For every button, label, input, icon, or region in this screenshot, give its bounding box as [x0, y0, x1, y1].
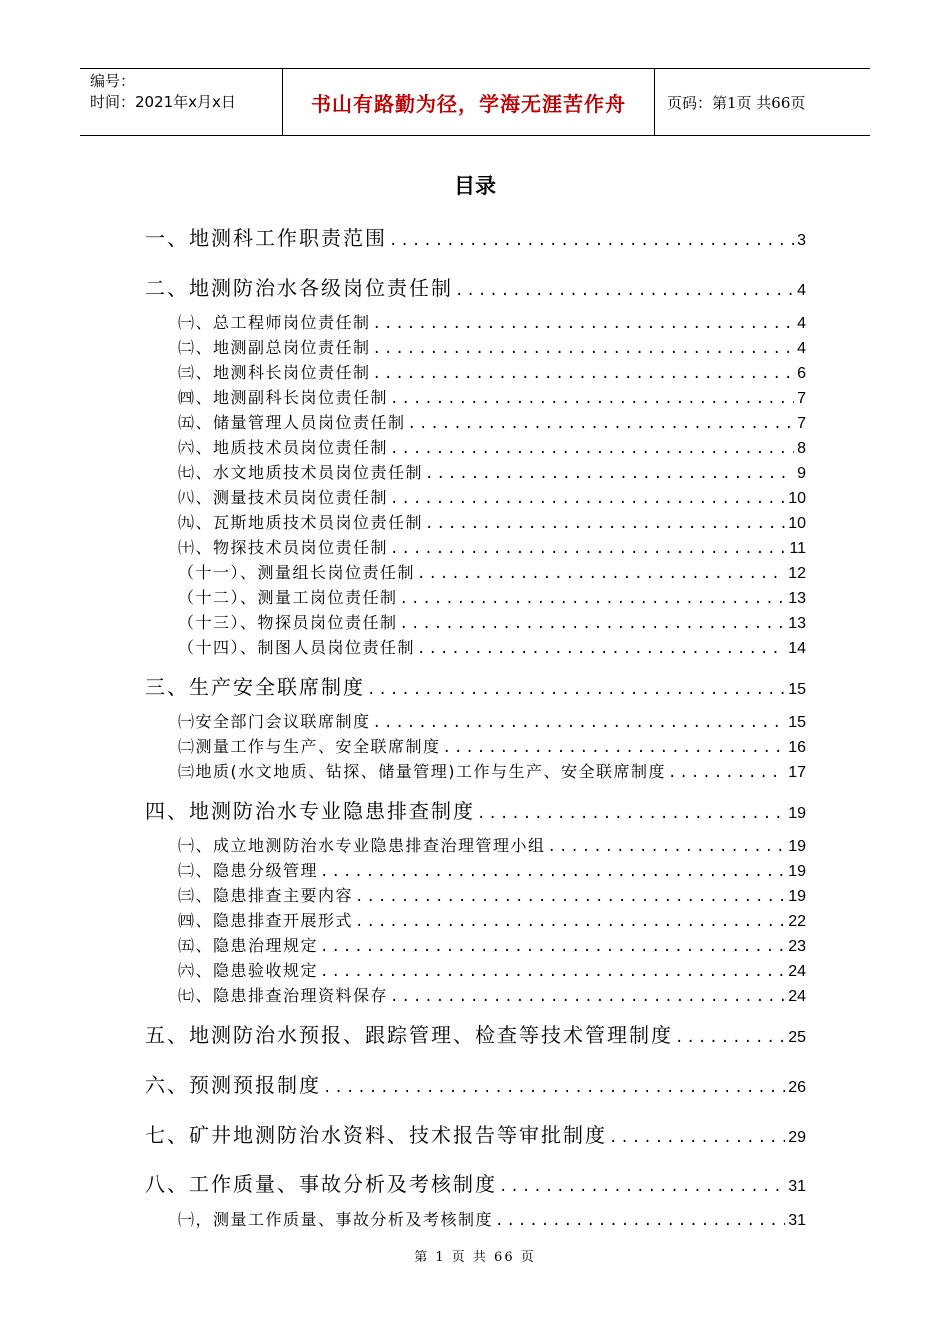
toc-entry-title: ㈨、瓦斯地质技术员岗位责任制 — [178, 513, 424, 532]
toc-leader-dots — [425, 466, 794, 482]
toc-entry[interactable] — [178, 535, 806, 558]
toc-entry-title: ㈩、物探技术员岗位责任制 — [178, 538, 389, 557]
toc-entry[interactable] — [178, 933, 806, 956]
toc-entry[interactable] — [178, 360, 806, 383]
toc-entry[interactable] — [178, 635, 806, 658]
toc-entry-title: 三、生产安全联席制度 — [145, 675, 365, 699]
toc-entry[interactable] — [145, 272, 806, 301]
toc-entry[interactable] — [178, 734, 806, 757]
toc-leader-dots — [390, 491, 785, 507]
toc-entry-title: ㈦、隐患排查治理资料保存 — [178, 986, 389, 1005]
toc-leader-dots — [390, 989, 785, 1005]
toc-entry-page: 15 — [788, 714, 806, 731]
toc-entry-page: 15 — [788, 681, 806, 698]
page-footer: 第 1 页 共 66 页 — [414, 1250, 536, 1265]
toc-entry[interactable] — [178, 858, 806, 881]
toc-entry-page: 25 — [788, 1029, 806, 1046]
toc-entry-title: ㈤、隐患治理规定 — [178, 936, 319, 955]
toc-leader-dots — [373, 715, 786, 731]
toc-entry-title: 五、地测防治水预报、跟踪管理、检查等技术管理制度 — [145, 1023, 673, 1047]
toc-entry-page: 13 — [788, 590, 806, 607]
toc-entry-page: 24 — [788, 988, 806, 1005]
toc-entry-page: 31 — [788, 1212, 806, 1229]
toc-entry-page: 13 — [788, 615, 806, 632]
toc-entry[interactable] — [178, 958, 806, 981]
toc-entry-title: ㈠、总工程师岗位责任制 — [178, 313, 371, 332]
toc-entry-title: ㈣、地测副科长岗位责任制 — [178, 388, 389, 407]
toc-title: 目录 — [454, 174, 496, 198]
toc-entry-page: 9 — [797, 465, 806, 482]
toc-entry-page: 23 — [788, 938, 806, 955]
toc-leader-dots — [367, 682, 785, 698]
toc-entry-title: ㈥、隐患验收规定 — [178, 961, 319, 980]
toc-entry[interactable] — [178, 560, 806, 583]
toc-leader-dots — [609, 1130, 785, 1146]
toc-entry-page: 12 — [788, 565, 806, 582]
toc-entry-page: 10 — [788, 515, 806, 532]
toc-entry-title: 七、矿井地测防治水资料、技术报告等审批制度 — [145, 1123, 607, 1147]
toc-entry-page: 6 — [797, 365, 806, 382]
toc-entry[interactable] — [178, 883, 806, 906]
toc-leader-dots — [320, 864, 785, 880]
toc-entry-title: ㈥、地质技术员岗位责任制 — [178, 438, 389, 457]
toc-entry-title: ㈦、水文地质技术员岗位责任制 — [178, 463, 424, 482]
toc-entry[interactable] — [145, 671, 806, 700]
toc-entry[interactable] — [178, 1207, 806, 1230]
header-meta — [80, 69, 283, 135]
toc-entry-title: ㈧、测量技术员岗位责任制 — [178, 488, 389, 507]
toc-entry-page: 22 — [788, 913, 806, 930]
toc-leader-dots — [390, 441, 794, 457]
toc-entry-title: 二、地测防治水各级岗位责任制 — [145, 276, 453, 300]
toc-entry[interactable] — [178, 585, 806, 608]
toc-entry-page: 3 — [797, 232, 806, 249]
toc-entry-page: 19 — [788, 863, 806, 880]
toc-entry-page: 16 — [788, 739, 806, 756]
toc-entry-title: ㈠、成立地测防治水专业隐患排查治理管理小组 — [178, 836, 546, 855]
toc-entry-page: 7 — [797, 415, 806, 432]
toc-leader-dots — [417, 641, 785, 657]
toc-entry[interactable] — [145, 222, 806, 251]
toc-entry-page: 19 — [788, 805, 806, 822]
toc-entry-page: 4 — [797, 340, 806, 357]
toc-entry[interactable] — [145, 1019, 806, 1048]
toc-leader-dots — [323, 1080, 785, 1096]
toc-leader-dots — [499, 1179, 785, 1195]
toc-entry[interactable] — [145, 1168, 806, 1197]
toc-leader-dots — [425, 516, 785, 532]
toc-leader-dots — [320, 939, 785, 955]
toc-entry[interactable] — [178, 833, 806, 856]
toc-leader-dots — [408, 416, 795, 432]
toc-entry-title: 六、预测预报制度 — [145, 1073, 321, 1097]
toc-entry[interactable] — [178, 908, 806, 931]
toc-entry-title: 一、地测科工作职责范围 — [145, 226, 387, 250]
toc-entry[interactable] — [178, 335, 806, 358]
toc-entry-title: （十四）、制图人员岗位责任制 — [178, 638, 416, 657]
toc-entry[interactable] — [178, 510, 806, 533]
toc-entry-page: 26 — [788, 1079, 806, 1096]
toc-entry[interactable] — [178, 610, 806, 633]
toc-entry-page: 31 — [788, 1178, 806, 1195]
toc-entry-page: 8 — [797, 440, 806, 457]
toc-leader-dots — [373, 316, 795, 332]
toc-entry[interactable] — [145, 1069, 806, 1098]
toc-entry-page: 29 — [788, 1129, 806, 1146]
toc-entry[interactable] — [178, 709, 806, 732]
toc-entry[interactable] — [178, 485, 806, 508]
toc-entry[interactable] — [178, 410, 806, 433]
toc-entry[interactable] — [178, 759, 806, 782]
toc-entry-title: （十三）、物探员岗位责任制 — [178, 613, 398, 632]
toc-leader-dots — [320, 964, 785, 980]
toc-leader-dots — [400, 616, 786, 632]
toc-entry-page: 11 — [789, 540, 806, 557]
toc-entry-title: ㈡、隐患分级管理 — [178, 861, 319, 880]
toc-leader-dots — [668, 765, 785, 781]
toc-leader-dots — [455, 283, 794, 299]
toc-leader-dots — [373, 341, 795, 357]
toc-leader-dots — [443, 740, 786, 756]
toc-entry-title: 八、工作质量、事故分析及考核制度 — [145, 1172, 497, 1196]
toc-entry[interactable] — [145, 795, 806, 824]
toc-entry-page: 7 — [797, 390, 806, 407]
toc-leader-dots — [400, 591, 786, 607]
toc-entry-page: 4 — [797, 315, 806, 332]
toc-entry-page: 24 — [788, 963, 806, 980]
toc-leader-dots — [495, 1213, 785, 1229]
toc-leader-dots — [477, 806, 785, 822]
toc-entry-page: 10 — [788, 490, 806, 507]
toc-entry-title: （十一）、测量组长岗位责任制 — [178, 563, 416, 582]
toc-entry-title: ㈤、储量管理人员岗位责任制 — [178, 413, 406, 432]
toc-entry-title: ㈡、地测副总岗位责任制 — [178, 338, 371, 357]
header-number-label: 编号： — [90, 72, 136, 90]
toc-leader-dots — [675, 1030, 785, 1046]
toc-leader-dots — [390, 541, 786, 557]
toc-leader-dots — [548, 839, 786, 855]
toc-entry-title: 四、地测防治水专业隐患排查制度 — [145, 799, 475, 823]
header-motto: 书山有路勤为径，学海无涯苦作舟 — [283, 69, 655, 135]
toc-entry-title: ㈠，测量工作质量、事故分析及考核制度 — [178, 1210, 494, 1229]
toc-entry-page: 19 — [788, 888, 806, 905]
toc-entry[interactable] — [178, 435, 806, 458]
toc-leader-dots — [390, 391, 794, 407]
toc-entry-page: 19 — [788, 838, 806, 855]
toc-entry-page: 17 — [788, 764, 806, 781]
header-page-info: 页码：第1页 共66页 — [667, 93, 806, 112]
toc-entry-title: ㈢、隐患排查主要内容 — [178, 886, 354, 905]
toc-entry-title: ㈣、隐患排查开展形式 — [178, 911, 354, 930]
toc-leader-dots — [389, 233, 794, 249]
toc-leader-dots — [355, 889, 785, 905]
toc-entry-title: ㈢地质(水文地质、钻探、储量管理)工作与生产、安全联席制度 — [178, 762, 666, 781]
header-date-label: 时间：2021年x月x日 — [90, 93, 236, 111]
toc-entry-title: （十二）、测量工岗位责任制 — [178, 588, 398, 607]
toc-entry-title: ㈢、地测科长岗位责任制 — [178, 363, 371, 382]
toc-entry-title: ㈠安全部门会议联席制度 — [178, 712, 371, 731]
toc-leader-dots — [355, 914, 785, 930]
toc-leader-dots — [417, 566, 785, 582]
toc-entry[interactable] — [145, 1119, 806, 1148]
toc-entry[interactable] — [178, 983, 806, 1006]
page-header — [80, 68, 870, 136]
toc-leader-dots — [373, 366, 795, 382]
toc-entry-page: 4 — [797, 282, 806, 299]
toc-entry[interactable] — [178, 310, 806, 333]
toc-entry-title: ㈡测量工作与生产、安全联席制度 — [178, 737, 441, 756]
toc-entry[interactable] — [178, 385, 806, 408]
toc-entry[interactable] — [178, 460, 806, 483]
toc-entry-page: 14 — [788, 640, 806, 657]
